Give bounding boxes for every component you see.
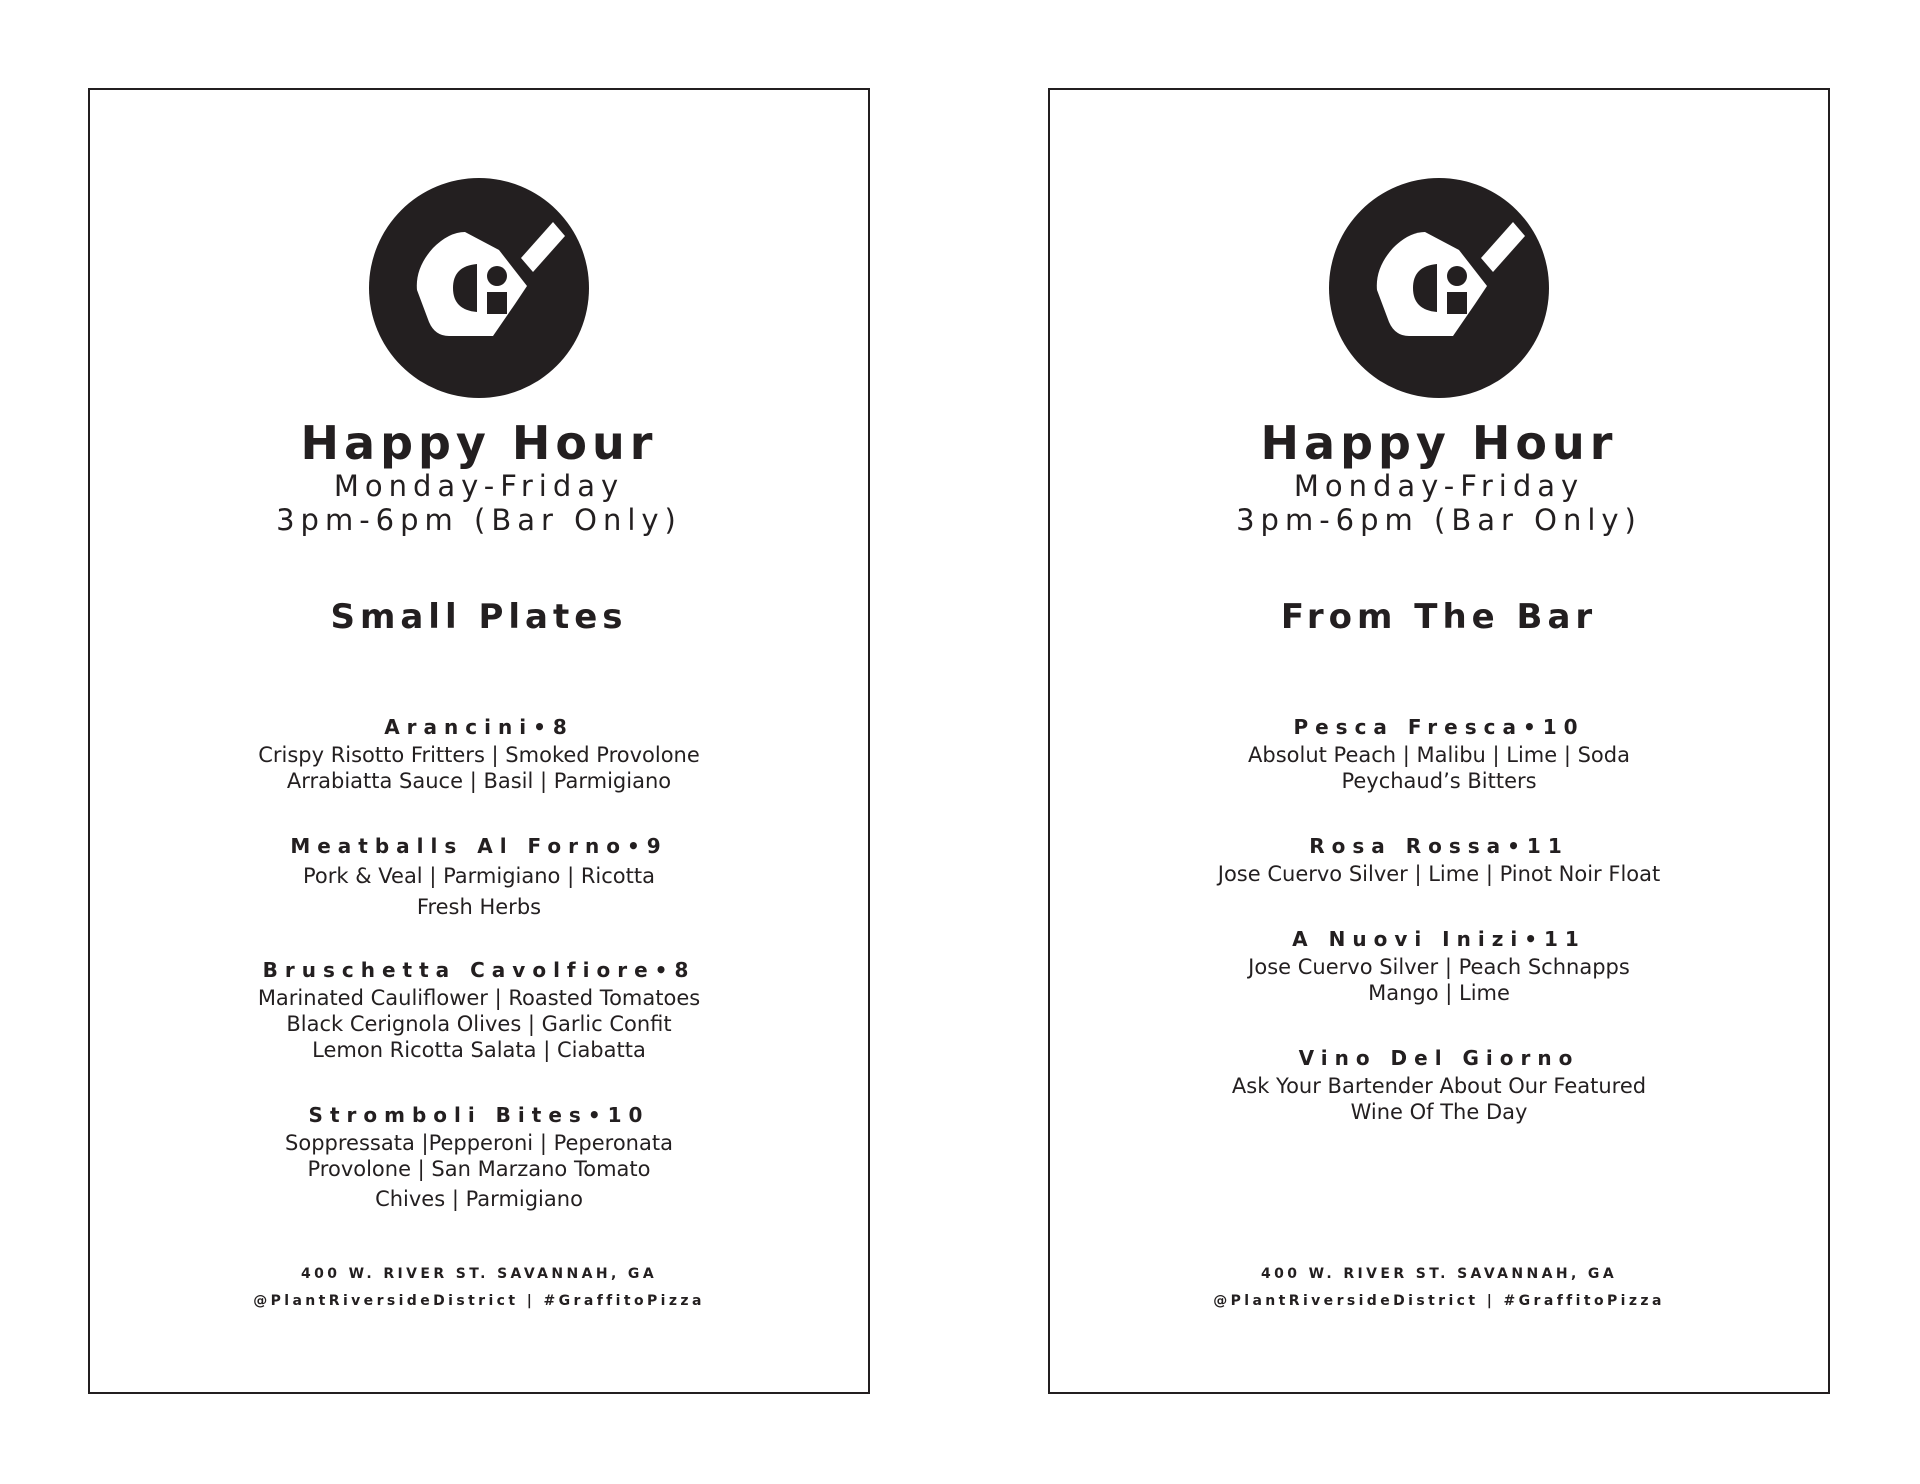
menu-item-name: Stromboli Bites•10 xyxy=(308,1103,650,1127)
menu-item-line: Soppressata |Pepperoni | Peperonata xyxy=(285,1131,673,1155)
graffito-logo-icon xyxy=(1329,178,1549,398)
menu-item-name: Vino Del Giorno xyxy=(1298,1046,1580,1070)
menu-item-name: A Nuovi Inizi•11 xyxy=(1292,927,1586,951)
menu-item-description xyxy=(90,742,868,794)
menu-item-line: Crispy Risotto Fritters | Smoked Provolone xyxy=(258,743,700,767)
menu-item-line: Ask Your Bartender About Our Featured xyxy=(1231,1074,1647,1098)
menu-item-line: Marinated Cauliflower | Roasted Tomatoes xyxy=(257,986,701,1010)
section-title: From The Bar xyxy=(1280,597,1598,637)
menu-card-small-plates xyxy=(88,88,870,1394)
menu-item-line: Wine Of The Day xyxy=(1350,1100,1528,1124)
happy-hour-title: Happy Hour xyxy=(1260,416,1618,470)
graffito-logo-icon xyxy=(369,178,589,398)
footer-address: 400 W. RIVER ST. SAVANNAH, GA xyxy=(300,1266,658,1282)
happy-hour-days: Monday-Friday xyxy=(333,469,625,503)
menu-item-description xyxy=(90,985,868,1063)
menu-item-line: Arrabiatta Sauce | Basil | Parmigiano xyxy=(286,769,672,793)
menu-item-description xyxy=(90,861,868,923)
menu-item-description xyxy=(90,1130,868,1212)
menu-item-line: Peychaud’s Bitters xyxy=(1341,769,1537,793)
footer-address: 400 W. RIVER ST. SAVANNAH, GA xyxy=(1260,1266,1618,1282)
menu-item-line: Black Cerignola Olives | Garlic Confit xyxy=(286,1012,672,1036)
section-title: Small Plates xyxy=(330,597,628,637)
menu-item-description xyxy=(1050,742,1828,794)
menu-item-name: Bruschetta Cavolfiore•8 xyxy=(262,958,696,982)
footer-social: @PlantRiversideDistrict | #GraffitoPizza xyxy=(1213,1293,1665,1309)
menu-item-line: Lemon Ricotta Salata | Ciabatta xyxy=(312,1038,646,1062)
menu-item-line: Pork & Veal | Parmigiano | Ricotta xyxy=(303,864,655,888)
happy-hour-days: Monday-Friday xyxy=(1293,469,1585,503)
menu-item-line: Provolone | San Marzano Tomato xyxy=(307,1157,651,1181)
happy-hour-title: Happy Hour xyxy=(300,416,658,470)
menu-item-name: Rosa Rossa•11 xyxy=(1309,834,1569,858)
happy-hour-time: 3pm-6pm (Bar Only) xyxy=(1236,503,1642,537)
menu-item-line: Fresh Herbs xyxy=(416,895,542,919)
menu-item-name: Arancini•8 xyxy=(384,715,574,739)
menu-item-description xyxy=(1050,1073,1828,1125)
menu-item-line: Chives | Parmigiano xyxy=(375,1187,583,1211)
menu-item-name: Pesca Fresca•10 xyxy=(1293,715,1585,739)
menu-item-line: Mango | Lime xyxy=(1368,981,1510,1005)
happy-hour-time: 3pm-6pm (Bar Only) xyxy=(276,503,682,537)
menu-item-line: Jose Cuervo Silver | Peach Schnapps xyxy=(1248,955,1630,979)
menu-item-description xyxy=(1050,954,1828,1006)
menu-item-description xyxy=(1050,861,1828,887)
menu-item-line: Absolut Peach | Malibu | Lime | Soda xyxy=(1248,743,1630,767)
menu-item-line: Jose Cuervo Silver | Lime | Pinot Noir Float xyxy=(1217,862,1661,886)
menu-card-from-the-bar xyxy=(1048,88,1830,1394)
footer-social: @PlantRiversideDistrict | #GraffitoPizza xyxy=(253,1293,705,1309)
menu-item-name: Meatballs Al Forno•9 xyxy=(290,834,668,858)
